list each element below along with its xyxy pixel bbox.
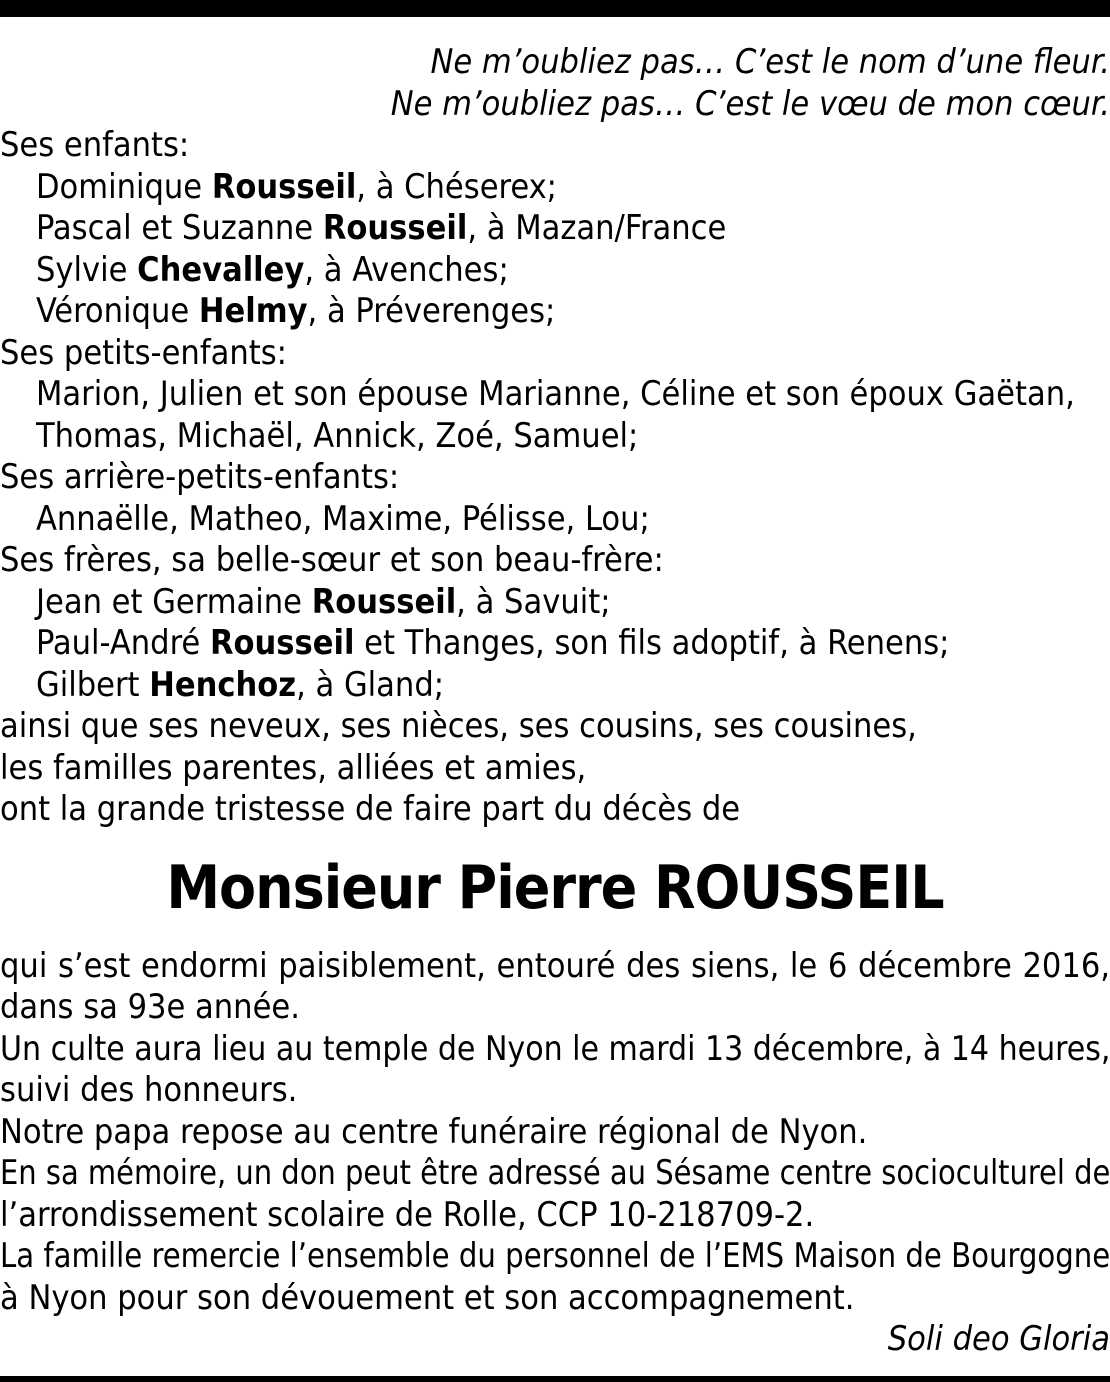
family-surname: Rousseil	[311, 581, 457, 622]
family-surname: Rousseil	[209, 623, 355, 663]
closing-family-line-1: ainsi que ses neveux, ses nièces, ses cousins, ses cousines,	[0, 706, 917, 746]
family-member-line: Véronique Helmy, à Préverenges;	[36, 291, 556, 331]
deceased-name: Monsieur Pierre ROUSSEIL	[166, 852, 944, 923]
siblings-heading: Ses frères, sa belle-sœur et son beau-frère:	[0, 540, 664, 580]
obituary-notice	[0, 42, 1110, 1361]
family-member-line: Gilbert Henchoz, à Gland;	[36, 664, 445, 705]
family-member-line: Dominique Rousseil, à Chéserex;	[36, 166, 557, 207]
family-surname: Chevalley	[137, 249, 305, 290]
detail-line: Un culte aura lieu au temple de Nyon le mardi 13 décembre, à 14 heures,	[0, 1028, 1110, 1069]
closing-family-line-3: ont la grande tristesse de faire part du décès de	[0, 789, 741, 829]
detail-line: La famille remercie l’ensemble du personnel de l’EMS Maison de Bourgogne	[0, 1236, 1110, 1276]
family-surname: Rousseil	[322, 208, 468, 248]
epigraph-line-2: Ne m’oubliez pas… C’est le vœu de mon cœur.	[390, 83, 1110, 124]
detail-line: Notre papa repose au centre funéraire régional de Nyon.	[0, 1111, 868, 1152]
epigraph-line-1: Ne m’oubliez pas… C’est le nom d’une fleur.	[430, 42, 1110, 82]
family-surname: Henchoz	[149, 664, 297, 705]
family-member-line: Sylvie Chevalley, à Avenches;	[36, 249, 509, 290]
family-surname: Rousseil	[211, 166, 357, 207]
detail-line: l’arrondissement scolaire de Rolle, CCP 10-218709-2.	[0, 1194, 815, 1235]
detail-line: suivi des honneurs.	[0, 1070, 298, 1110]
details-block	[0, 946, 1110, 1320]
detail-line: En sa mémoire, un don peut être adressé au Sésame centre socioculturel de	[0, 1153, 1110, 1193]
bottom-rule	[0, 1376, 1110, 1382]
family-member-line: Paul-André Rousseil et Thanges, son fils adoptif, à Renens;	[36, 623, 950, 663]
children-heading: Ses enfants:	[0, 125, 190, 165]
great-grandchildren-heading: Ses arrière-petits-enfants:	[0, 457, 400, 497]
detail-line: à Nyon pour son dévouement et son accompagnement.	[0, 1277, 855, 1318]
closing-family-line-2: les familles parentes, alliées et amies,	[0, 747, 587, 788]
family-member-line: Jean et Germaine Rousseil, à Savuit;	[36, 581, 611, 622]
family-surname: Helmy	[198, 291, 308, 331]
detail-line: dans sa 93e année.	[0, 987, 300, 1027]
detail-line: qui s’est endormi paisiblement, entouré des siens, le 6 décembre 2016,	[0, 945, 1110, 986]
signoff: Soli deo Gloria	[887, 1319, 1110, 1359]
grandchildren-line-2: Thomas, Michaël, Annick, Zoé, Samuel;	[36, 415, 639, 456]
grandchildren-line-1: Marion, Julien et son épouse Marianne, Céline et son époux Gaëtan,	[36, 374, 1075, 414]
family-member-line: Pascal et Suzanne Rousseil, à Mazan/France	[36, 208, 727, 248]
great-grandchildren-line: Annaëlle, Matheo, Maxime, Pélisse, Lou;	[36, 498, 650, 539]
grandchildren-heading: Ses petits-enfants:	[0, 332, 287, 373]
top-rule	[0, 0, 1110, 17]
